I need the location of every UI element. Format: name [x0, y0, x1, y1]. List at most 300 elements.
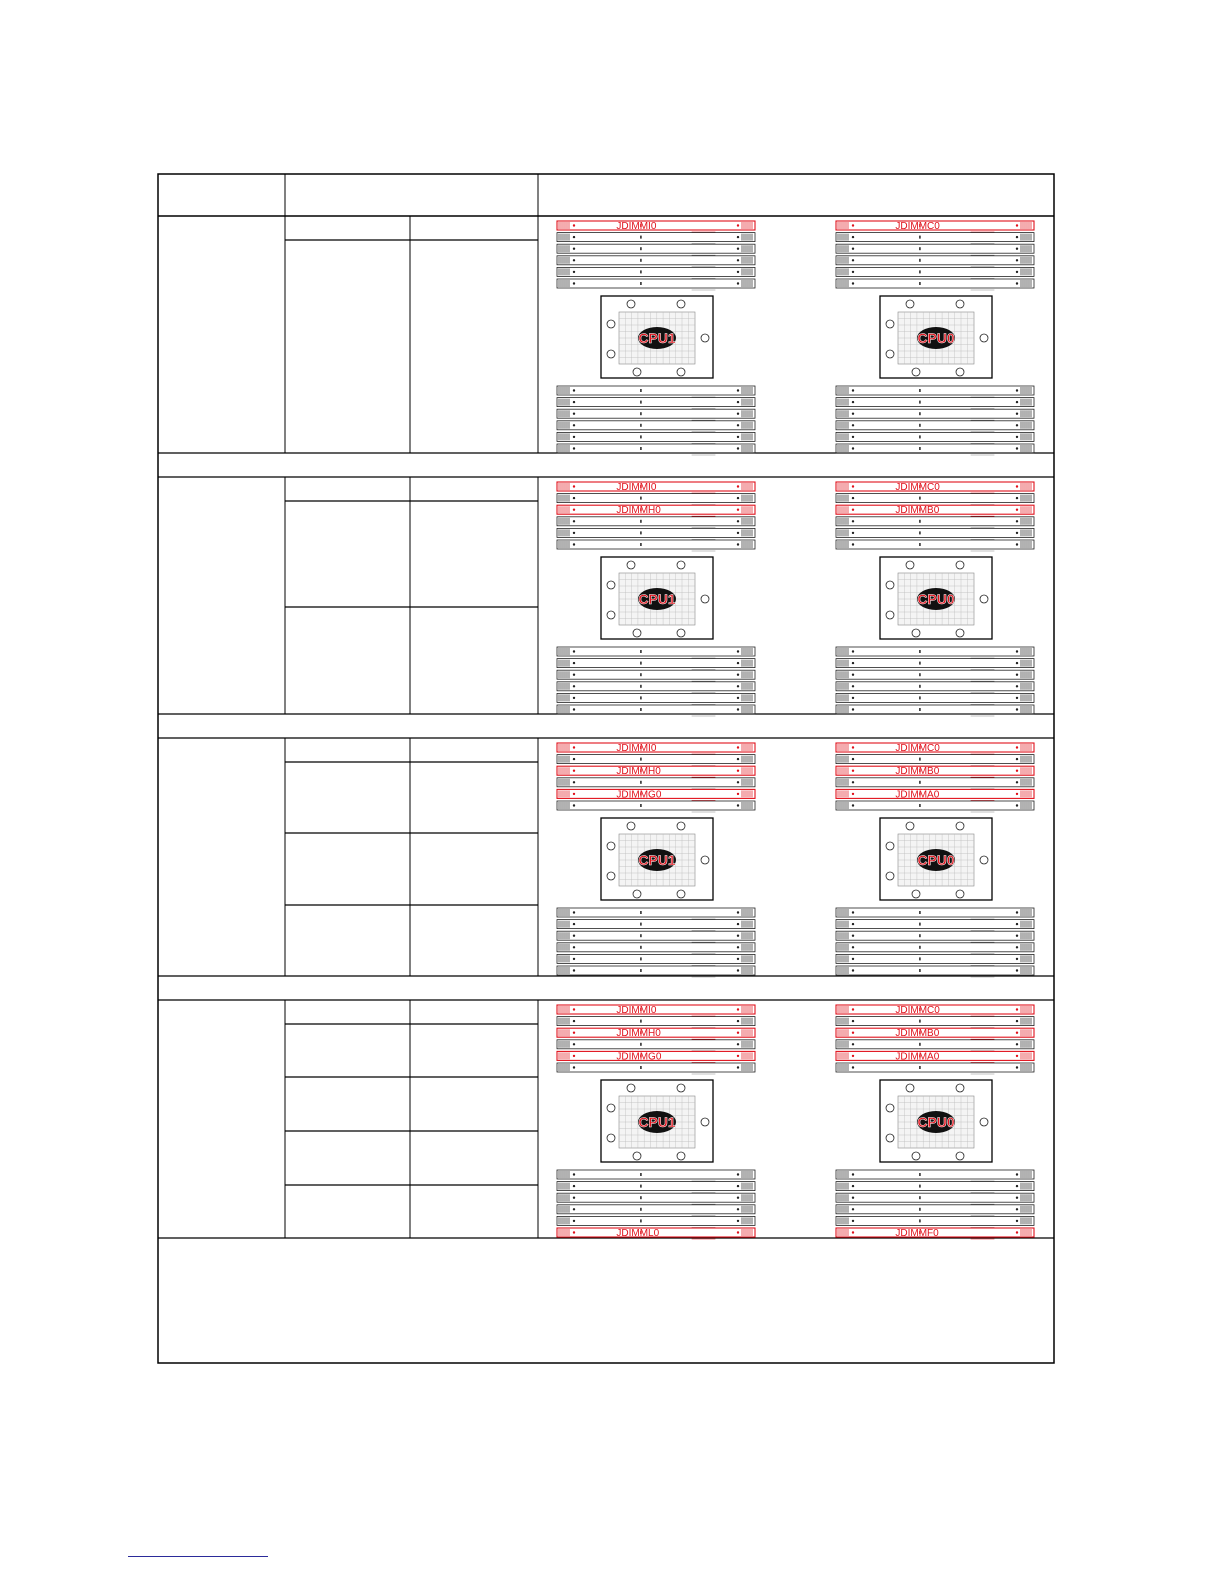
dimm-slot-outline: [557, 1205, 755, 1214]
dimm-slot-empty: [557, 398, 755, 409]
dimm-slot-empty: [836, 943, 1034, 954]
slot-key-dot: [852, 935, 854, 937]
slot-key-dot: [1016, 224, 1018, 226]
dimm-slot-empty: [836, 409, 1034, 420]
slot-key-dot: [573, 401, 575, 403]
slot-key-dot: [852, 804, 854, 806]
dimm-slot-outline: [557, 659, 755, 668]
slot-notch: [919, 424, 921, 427]
dimm-slot-outline: [557, 920, 755, 929]
slot-key-dot: [737, 1173, 739, 1175]
slot-key-dot: [737, 1066, 739, 1068]
dimm-slot-outline: [557, 931, 755, 940]
slot-key-dot: [573, 1185, 575, 1187]
dimm-slot-outline: [557, 398, 755, 407]
slot-key-dot: [737, 697, 739, 699]
motherboard-diagram: [836, 482, 1034, 716]
slot-notch: [919, 497, 921, 500]
slot-notch: [919, 957, 921, 960]
slot-notch: [919, 923, 921, 926]
slot-key-dot: [852, 1032, 854, 1034]
slot-notch: [919, 1020, 921, 1023]
dimm-slot-empty: [557, 670, 755, 681]
slot-key-dot: [1016, 685, 1018, 687]
slot-key-dot: [737, 497, 739, 499]
motherboard-diagram: [836, 743, 1034, 977]
slot-key-dot: [737, 662, 739, 664]
slot-key-dot: [737, 650, 739, 652]
slot-key-dot: [852, 248, 854, 250]
dimm-slot-outline: [557, 279, 755, 288]
dimm-slot-populated: [557, 1028, 755, 1039]
dimm-slot-label: JDIMMI0: [616, 1005, 657, 1016]
dimm-slot-empty: [836, 954, 1034, 965]
slot-key-dot: [737, 520, 739, 522]
dimm-slot-populated: [836, 1028, 1034, 1039]
dimm-slot-empty: [557, 233, 755, 244]
slot-key-dot: [1016, 248, 1018, 250]
slot-key-dot: [1016, 1231, 1018, 1233]
dimm-slot-label: JDIMMC0: [895, 743, 940, 754]
dimm-slot-outline: [836, 540, 1034, 549]
slot-notch: [640, 520, 642, 523]
cpu-label: CPU1: [638, 852, 676, 868]
dimm-slot-outline: [557, 528, 755, 537]
slot-key-dot: [737, 1055, 739, 1057]
dimm-slot-outline: [836, 966, 1034, 975]
dimm-slot-outline: [836, 1193, 1034, 1202]
slot-key-dot: [737, 1220, 739, 1222]
slot-key-dot: [573, 781, 575, 783]
dimm-slot-outline: [557, 705, 755, 714]
dimm-slot-outline: [557, 755, 755, 764]
dimm-slot-outline: [836, 920, 1034, 929]
slot-key-dot: [737, 1197, 739, 1199]
slot-key-dot: [573, 1043, 575, 1045]
dimm-slot-empty: [557, 244, 755, 255]
dimm-slot-empty: [557, 494, 755, 505]
slot-notch: [919, 758, 921, 761]
dimm-slot-outline: [836, 1017, 1034, 1026]
dimm-slot-outline: [557, 233, 755, 242]
dimm-slot-empty: [836, 517, 1034, 528]
dimm-slot-outline: [557, 647, 755, 656]
dimm-slot-outline: [557, 494, 755, 503]
slot-key-dot: [852, 674, 854, 676]
dimm-slot-label: JDIMMI0: [616, 221, 657, 232]
dimm-slot-outline: [836, 1182, 1034, 1191]
slot-key-dot: [1016, 543, 1018, 545]
slot-key-dot: [852, 497, 854, 499]
slot-notch: [919, 1043, 921, 1046]
slot-key-dot: [1016, 1020, 1018, 1022]
motherboard-diagram: [836, 1005, 1034, 1239]
slot-key-dot: [573, 1055, 575, 1057]
dimm-slot-empty: [836, 1182, 1034, 1193]
dimm-slot-empty: [557, 1205, 755, 1216]
dimm-slot-empty: [557, 421, 755, 432]
dimm-slot-outline: [557, 908, 755, 917]
slot-key-dot: [852, 770, 854, 772]
dimm-slot-populated: [557, 766, 755, 777]
cpu-label: CPU0: [917, 591, 955, 607]
dimm-slot-empty: [836, 1205, 1034, 1216]
slot-key-dot: [573, 935, 575, 937]
slot-key-dot: [1016, 923, 1018, 925]
slot-notch: [919, 804, 921, 807]
slot-notch: [640, 1066, 642, 1069]
slot-key-dot: [737, 224, 739, 226]
dimm-slot-empty: [836, 1063, 1034, 1074]
dimm-slot-populated: [836, 789, 1034, 800]
slot-notch: [640, 1185, 642, 1188]
slot-key-dot: [1016, 1008, 1018, 1010]
slot-key-dot: [737, 770, 739, 772]
dimm-slot-empty: [836, 1040, 1034, 1051]
dimm-slot-populated: [836, 505, 1034, 516]
slot-notch: [640, 969, 642, 972]
dimm-slot-outline: [557, 693, 755, 702]
slot-notch: [640, 673, 642, 676]
slot-key-dot: [1016, 1032, 1018, 1034]
dimm-slot-empty: [836, 670, 1034, 681]
dimm-slot-outline: [836, 755, 1034, 764]
slot-key-dot: [1016, 509, 1018, 511]
dimm-slot-empty: [557, 954, 755, 965]
cpu-socket: [601, 818, 713, 900]
dimm-slot-empty: [557, 943, 755, 954]
dimm-slot-empty: [836, 966, 1034, 977]
dimm-slot-populated: [836, 1051, 1034, 1062]
slot-key-dot: [852, 946, 854, 948]
slot-notch: [640, 946, 642, 949]
dimm-slot-populated: [836, 482, 1034, 493]
dimm-slot-empty: [836, 1216, 1034, 1227]
slot-key-dot: [573, 271, 575, 273]
slot-key-dot: [573, 650, 575, 652]
slot-key-dot: [852, 389, 854, 391]
slot-key-dot: [737, 1231, 739, 1233]
dimm-slot-outline: [557, 1040, 755, 1049]
slot-notch: [640, 758, 642, 761]
dimm-slot-empty: [836, 528, 1034, 539]
slot-key-dot: [573, 911, 575, 913]
slot-key-dot: [852, 958, 854, 960]
dimm-slot-outline: [836, 693, 1034, 702]
dimm-slot-empty: [836, 908, 1034, 919]
slot-notch: [919, 447, 921, 450]
dimm-slot-outline: [836, 528, 1034, 537]
slot-key-dot: [852, 236, 854, 238]
slot-key-dot: [852, 685, 854, 687]
dimm-slot-empty: [557, 693, 755, 704]
dimm-slot-outline: [836, 444, 1034, 453]
slot-key-dot: [573, 224, 575, 226]
dimm-slot-populated: [557, 1005, 755, 1016]
slot-notch: [640, 424, 642, 427]
slot-key-dot: [573, 1020, 575, 1022]
slot-key-dot: [1016, 1208, 1018, 1210]
slot-notch: [640, 259, 642, 262]
dimm-slot-empty: [557, 755, 755, 766]
dimm-slot-label: JDIMMA0: [895, 789, 940, 801]
slot-key-dot: [573, 746, 575, 748]
dimm-slot-empty: [557, 279, 755, 290]
slot-key-dot: [573, 282, 575, 284]
slot-key-dot: [1016, 662, 1018, 664]
dimm-slot-label: JDIMMB0: [895, 1028, 940, 1040]
dimm-slot-empty: [836, 693, 1034, 704]
dimm-slot-outline: [557, 409, 755, 418]
slot-key-dot: [1016, 520, 1018, 522]
dimm-slot-empty: [557, 1063, 755, 1074]
slot-key-dot: [737, 401, 739, 403]
slot-notch: [640, 270, 642, 273]
slot-notch: [919, 650, 921, 653]
slot-key-dot: [737, 271, 739, 273]
slot-key-dot: [1016, 1055, 1018, 1057]
dimm-slot-outline: [557, 1170, 755, 1179]
slot-key-dot: [1016, 804, 1018, 806]
slot-key-dot: [852, 271, 854, 273]
slot-key-dot: [852, 282, 854, 284]
slot-notch: [640, 282, 642, 285]
slot-key-dot: [1016, 282, 1018, 284]
dimm-slot-populated: [836, 221, 1034, 232]
slot-key-dot: [737, 248, 739, 250]
slot-key-dot: [737, 236, 739, 238]
dimm-slot-populated: [836, 743, 1034, 754]
slot-key-dot: [737, 1043, 739, 1045]
slot-key-dot: [573, 497, 575, 499]
slot-notch: [919, 520, 921, 523]
slot-key-dot: [852, 259, 854, 261]
slot-key-dot: [1016, 1043, 1018, 1045]
slot-key-dot: [852, 697, 854, 699]
slot-key-dot: [737, 532, 739, 534]
dimm-slot-empty: [836, 279, 1034, 290]
slot-key-dot: [1016, 236, 1018, 238]
slot-key-dot: [737, 509, 739, 511]
slot-key-dot: [852, 1008, 854, 1010]
slot-key-dot: [573, 1173, 575, 1175]
slot-notch: [919, 259, 921, 262]
slot-notch: [640, 1196, 642, 1199]
slot-key-dot: [573, 543, 575, 545]
slot-notch: [640, 412, 642, 415]
dimm-slot-populated: [557, 789, 755, 800]
dimm-slot-empty: [836, 647, 1034, 658]
slot-key-dot: [1016, 770, 1018, 772]
dimm-slot-outline: [836, 954, 1034, 963]
motherboard-diagram: [557, 482, 755, 716]
slot-key-dot: [852, 969, 854, 971]
slot-notch: [640, 650, 642, 653]
slot-key-dot: [737, 1008, 739, 1010]
slot-key-dot: [852, 1220, 854, 1222]
slot-notch: [919, 389, 921, 392]
dimm-slot-outline: [557, 778, 755, 787]
dimm-slot-label: JDIMMG0: [616, 1051, 662, 1063]
slot-notch: [640, 1173, 642, 1176]
slot-key-dot: [1016, 697, 1018, 699]
dimm-slot-outline: [836, 908, 1034, 917]
dimm-slot-outline: [557, 540, 755, 549]
slot-notch: [919, 781, 921, 784]
dimm-slot-label: JDIMMH0: [616, 505, 661, 517]
motherboard-diagram: [557, 1005, 755, 1239]
slot-key-dot: [852, 401, 854, 403]
dimm-slot-outline: [836, 659, 1034, 668]
slot-key-dot: [573, 804, 575, 806]
slot-notch: [640, 247, 642, 250]
slot-key-dot: [852, 436, 854, 438]
slot-key-dot: [737, 969, 739, 971]
dimm-slot-populated: [557, 1228, 755, 1239]
dimm-slot-outline: [557, 517, 755, 526]
cpu-socket: [880, 557, 992, 639]
dimm-slot-outline: [836, 1063, 1034, 1072]
slot-key-dot: [1016, 1066, 1018, 1068]
dimm-slot-empty: [557, 517, 755, 528]
dimm-slot-outline: [836, 670, 1034, 679]
slot-key-dot: [573, 436, 575, 438]
slot-key-dot: [737, 447, 739, 449]
slot-key-dot: [737, 543, 739, 545]
dimm-slot-label: JDIMMB0: [895, 505, 940, 517]
dimm-slot-outline: [836, 494, 1034, 503]
slot-notch: [919, 911, 921, 914]
dimm-slot-label: JDIMMC0: [895, 482, 940, 493]
slot-notch: [640, 708, 642, 711]
slot-key-dot: [1016, 447, 1018, 449]
dimm-slot-empty: [557, 528, 755, 539]
slot-key-dot: [852, 520, 854, 522]
slot-key-dot: [737, 436, 739, 438]
slot-key-dot: [1016, 781, 1018, 783]
slot-notch: [919, 969, 921, 972]
dimm-slot-outline: [836, 279, 1034, 288]
dimm-slot-outline: [557, 432, 755, 441]
dimm-slot-empty: [836, 233, 1034, 244]
dimm-slot-label: JDIMMC0: [895, 1005, 940, 1016]
cpu-socket: [880, 1080, 992, 1162]
dimm-slot-empty: [557, 444, 755, 455]
slot-key-dot: [737, 946, 739, 948]
slot-key-dot: [852, 758, 854, 760]
slot-key-dot: [573, 509, 575, 511]
slot-key-dot: [1016, 708, 1018, 710]
cpu-label: CPU1: [638, 591, 676, 607]
slot-key-dot: [573, 259, 575, 261]
slot-key-dot: [573, 389, 575, 391]
dimm-slot-empty: [557, 659, 755, 670]
slot-notch: [640, 1208, 642, 1211]
dimm-slot-label: JDIMMH0: [616, 1028, 661, 1040]
slot-key-dot: [1016, 1220, 1018, 1222]
dimm-slot-empty: [836, 920, 1034, 931]
slot-key-dot: [737, 958, 739, 960]
slot-key-dot: [737, 804, 739, 806]
dimm-slot-empty: [557, 682, 755, 693]
slot-key-dot: [737, 935, 739, 937]
slot-notch: [919, 1173, 921, 1176]
slot-key-dot: [573, 923, 575, 925]
slot-key-dot: [852, 532, 854, 534]
dimm-slot-outline: [557, 1193, 755, 1202]
dimm-slot-populated: [557, 221, 755, 232]
dimm-slot-outline: [557, 966, 755, 975]
slot-key-dot: [737, 923, 739, 925]
footnote-rule: [128, 1556, 268, 1557]
slot-notch: [640, 543, 642, 546]
slot-key-dot: [852, 543, 854, 545]
dimm-slot-empty: [557, 1040, 755, 1051]
dimm-slot-empty: [557, 705, 755, 716]
slot-key-dot: [1016, 1197, 1018, 1199]
dimm-slot-empty: [836, 540, 1034, 551]
dimm-slot-outline: [836, 682, 1034, 691]
slot-notch: [640, 497, 642, 500]
slot-notch: [640, 696, 642, 699]
slot-notch: [640, 531, 642, 534]
dimm-slot-outline: [836, 244, 1034, 253]
slot-key-dot: [573, 520, 575, 522]
slot-notch: [640, 401, 642, 404]
slot-notch: [919, 247, 921, 250]
slot-notch: [640, 804, 642, 807]
slot-notch: [640, 236, 642, 239]
cpu-socket: [601, 296, 713, 378]
slot-key-dot: [737, 485, 739, 487]
dimm-slot-outline: [836, 432, 1034, 441]
slot-key-dot: [852, 485, 854, 487]
slot-key-dot: [573, 1197, 575, 1199]
dimm-slot-label: JDIMML0: [616, 1228, 660, 1239]
slot-key-dot: [1016, 401, 1018, 403]
dimm-slot-empty: [557, 432, 755, 443]
dimm-slot-populated: [836, 1228, 1034, 1239]
slot-key-dot: [852, 662, 854, 664]
dimm-slot-empty: [836, 1170, 1034, 1181]
dimm-slot-outline: [836, 647, 1034, 656]
slot-notch: [919, 934, 921, 937]
dimm-slot-outline: [557, 244, 755, 253]
slot-key-dot: [852, 224, 854, 226]
slot-notch: [640, 934, 642, 937]
slot-key-dot: [1016, 532, 1018, 534]
slot-notch: [640, 389, 642, 392]
slot-key-dot: [573, 958, 575, 960]
slot-key-dot: [573, 946, 575, 948]
slot-key-dot: [1016, 674, 1018, 676]
dimm-slot-populated: [557, 743, 755, 754]
dimm-slot-empty: [836, 755, 1034, 766]
slot-key-dot: [737, 389, 739, 391]
slot-key-dot: [573, 758, 575, 760]
slot-notch: [640, 923, 642, 926]
dimm-slot-outline: [836, 931, 1034, 940]
slot-key-dot: [1016, 969, 1018, 971]
dimm-slot-empty: [557, 920, 755, 931]
dimm-slot-empty: [836, 778, 1034, 789]
dimm-slot-outline: [836, 801, 1034, 810]
slot-key-dot: [852, 1020, 854, 1022]
dimm-slot-empty: [557, 267, 755, 278]
slot-key-dot: [1016, 746, 1018, 748]
cpu-socket: [880, 818, 992, 900]
dimm-slot-empty: [836, 705, 1034, 716]
